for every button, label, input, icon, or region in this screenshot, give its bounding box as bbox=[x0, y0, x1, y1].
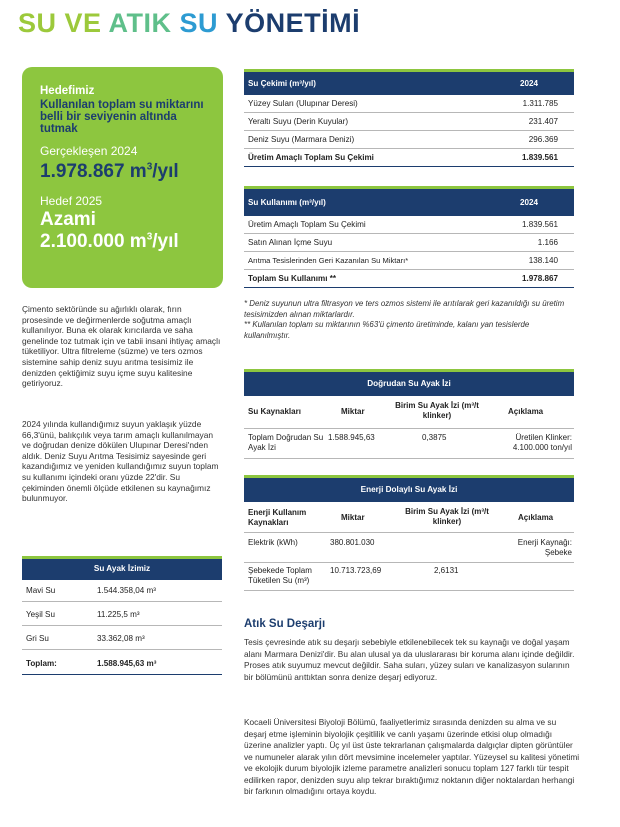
footprint-table-header: Su Ayak İzimiz bbox=[22, 556, 222, 580]
target-goal: Kullanılan toplam su miktarını belli bir seviyenin altında tutmak bbox=[40, 99, 204, 135]
target-year-label: Hedef 2025 bbox=[40, 194, 103, 208]
target-line1: Azami bbox=[40, 209, 96, 230]
page-title: SU VE ATIK SU YÖNETİMİ bbox=[18, 8, 361, 38]
waste-water-title: Atık Su Deşarjı bbox=[244, 618, 326, 630]
realized-value: 1.978.867 $m^3$/yıl bbox=[40, 161, 179, 182]
target-label: Hedefimiz bbox=[40, 85, 95, 97]
waste-water-paragraph-2: Kocaeli Üniversitesi Biyoloji Bölümü, faaliyetlerimiz sırasında denizden su alma ve su deşarj etme işleminin biyolojik çeşitlilik ve canlı yaşamı üzerinde etkisi olup olmadığı üzerine analizler yaptı. Üç yıl üst üste tekrarlanan çalışmalarda dalgıçlar dipten görüntüler ve numuneler alarak yılın dört mevsimine incelemeler yaptılar. Yüzeysel su kalitesi yönetimi ve ekolojik durum biyolojik izleme parametre analizleri sonucu toplam 127 farklı tür tespit edilirken rapor, denizden suyu alıp tekrar bıraktığımız noktanın diğer noktalardan herhangi bir farkının olmadığını ortaya koydu. bbox=[244, 717, 580, 796]
target-box bbox=[22, 67, 223, 288]
energy-footprint-table: Enerji Kullanım Kaynakları Miktar Birim Su Ayak İzi (m³/t klinker) Açıklama Elektrik (kWh) 380.801.030 Enerji Kaynağı: Şebeke Şebekede Toplam Tüketilen Su (m³) 10.713.723,69 2,6131 bbox=[244, 502, 574, 596]
direct-footprint-header: Doğrudan Su Ayak İzi bbox=[244, 369, 574, 396]
withdrawal-table: Su Çekimi (m³/yıl) 2024 Yüzey Suları (Ulupınar Deresi) 1.311.785 Yeraltı Suyu (Derin Kuyular) 231.407 Deniz Suyu (Marmara Denizi) 296.369 Üretim Amaçlı Toplam Su Çekimi 1.839.561 bbox=[244, 69, 574, 167]
table-notes: * Deniz suyunun ultra filtrasyon ve ters ozmos sistemi ile arıtılarak geri kazanıldığı su üretim tesisimizden alınan miktarlardır. ** Kullanılan toplam su miktarının %63'ü çimento üretiminde, kalanı yan tesislerde kullanılmıştır. bbox=[244, 299, 565, 340]
target-value: 2.100.000 $m^3$/yıl bbox=[40, 231, 179, 252]
energy-footprint-header: Enerji Dolaylı Su Ayak İzi bbox=[244, 475, 574, 502]
usage-table: Su Kullanımı (m³/yıl) 2024 Üretim Amaçlı Toplam Su Çekimi 1.839.561 Satın Alınan İçme Suyu 1.166 Arıtma Tesislerinden Geri Kazanılan Su Miktarı* 138.140 Toplam Su Kullanımı ** 1.978.867 bbox=[244, 186, 574, 288]
direct-footprint-table: Su Kaynakları Miktar Birim Su Ayak İzi (m³/t klinker) Açıklama Toplam Doğrudan Su Ayak İzi 1.588.945,63 0,3875 Üretilen Klinker: 4.100.000 ton/yıl bbox=[244, 396, 574, 466]
usage-paragraph: 2024 yılında kullandığımız suyun yaklaşık yüzde 66,3'ünü, balıkçılık veya tarım amaçlı kullanılmayan ve doğrudan denize dökülen Ulupınar Deresi'nden aldık. Deniz Suyu Arıtma Tesisimiz sayesinde geri kazandığımız ve yeniden kullandığımız suyun toplam su kullanımı içindeki oranı yüzde 22'dir. Su çekiminden önemli ölçüde etkilenen su kaynağımız bulunmuyor. bbox=[22, 419, 219, 504]
realized-label: Gerçekleşen 2024 bbox=[40, 144, 138, 158]
waste-water-paragraph-1: Tesis çevresinde atık su deşarjı sebebiyle etkilenebilecek tek su kaynağı ve doğal yaşam alanı Marmara Denizi'dir. Bu alan ulusal ya da uluslararası bir koruma alanı içinde değildir. Proses atık suyumuz mevcut değildir. Saha suları, yüzey suları ve kanalizasyon sularının bir bölümünü arıttıktan sonra denize deşarj ediyoruz. bbox=[244, 637, 575, 682]
intro-paragraph: Çimento sektöründe su ağırlıklı olarak, fırın prosesinde ve değirmenlerde soğutma amaçlı kullanılıyor. Buna ek olarak kırıcılarda ve saha genelinde toz tutmak için ve tabii insani ihtiyaç amaçlı tüketiliyor. Ultra filtreleme (süzme) ve ters ozmos sistemine sahip deniz suyu arıtma tesisimiz ile denizden çektiğimiz suyu içme suyu kalitesine getiriyoruz. bbox=[22, 304, 221, 389]
